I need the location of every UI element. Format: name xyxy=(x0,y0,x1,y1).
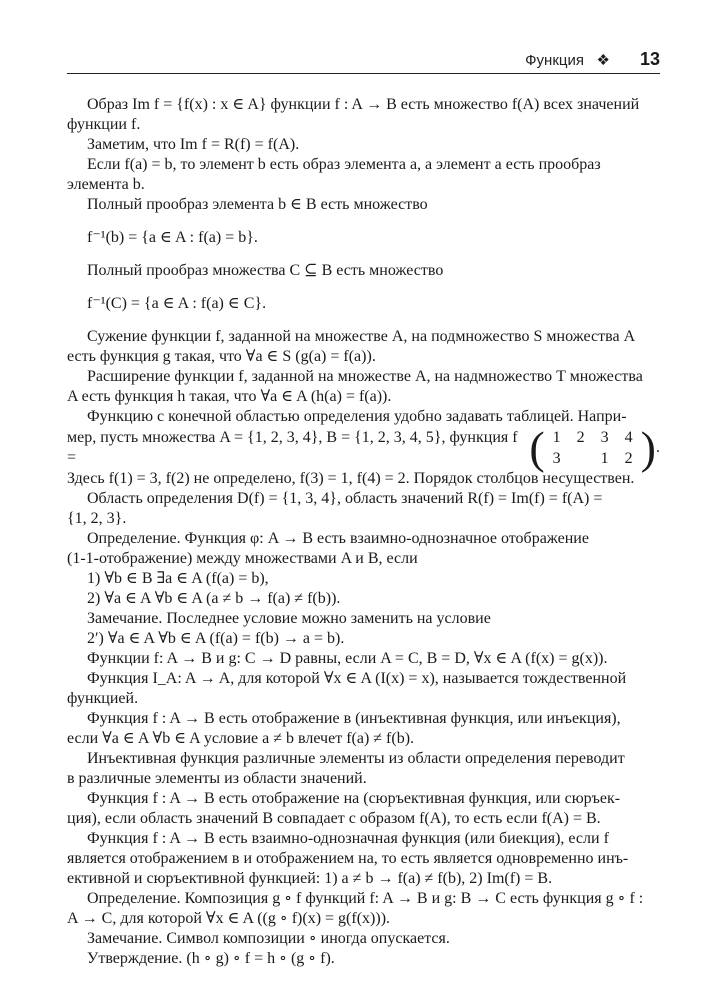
text-line: Область определения D(f) = {1, 3, 4}, область значений R(f) = Im(f) = f(A) = xyxy=(87,490,603,507)
text-line: Функция I_A: A → A, для которой ∀x ∈ A (I(x) = x), называется тождественной xyxy=(87,670,627,687)
matrix-line xyxy=(67,422,660,473)
page-number: 13 xyxy=(639,49,660,69)
condition-line: 1) ∀b ∈ B ∃a ∈ A (f(a) = b), xyxy=(87,570,269,587)
remark-line: Замечание. Последнее условие можно заменить на условие xyxy=(87,610,491,627)
left-paren: ( xyxy=(529,422,545,473)
right-paren: ) xyxy=(640,422,656,473)
table-cell: 3 xyxy=(600,429,609,446)
table-cell: 1 xyxy=(600,450,609,467)
text-line: Полный прообраз элемента b ∈ B есть множество xyxy=(87,196,428,213)
text-line: если ∀a ∈ A ∀b ∈ A условие a ≠ b влечет f(a) ≠ f(b). xyxy=(67,730,415,747)
condition-line: 2) ∀a ∈ A ∀b ∈ A (a ≠ b → f(a) ≠ f(b)). xyxy=(87,590,341,607)
text-line: элемента b. xyxy=(67,176,145,193)
table-cell: 2 xyxy=(576,429,585,446)
table-cell: 1 xyxy=(552,429,561,446)
text-line: Функция f : A → B есть взаимно-однозначная функция (или биекция), если f xyxy=(87,830,609,847)
text-line: Функция f : A → B есть отображение в (инъективная функция, или инъекция), xyxy=(87,710,621,727)
definition-line: Определение. Функция φ: A → B есть взаимно-однозначное отображение xyxy=(87,530,589,547)
table-cell xyxy=(569,448,593,469)
text-line: Сужение функции f, заданной на множестве A, на подмножество S множества A xyxy=(87,328,636,345)
statement-line: Утверждение. (h ∘ g) ∘ f = h ∘ (g ∘ f). xyxy=(87,950,335,967)
text-line: A есть функция h такая, что ∀a ∈ A (h(a) = f(a)). xyxy=(67,388,392,405)
matrix-period: . xyxy=(656,439,660,456)
text-line: Образ Im f = {f(x) : x ∈ A} функции f : A → B есть множество f(A) всех значений xyxy=(87,96,640,113)
text-line: Полный прообраз множества C ⊆ B есть множество xyxy=(87,262,444,279)
text-line: A → C, для которой ∀x ∈ A ((g ∘ f)(x) = g(f(x))). xyxy=(67,910,391,927)
table-cell: 4 xyxy=(624,429,633,446)
table-cell: 2 xyxy=(624,450,633,467)
text-line: Инъективная функция различные элементы из области определения переводит xyxy=(87,750,625,767)
text-line: есть функция g такая, что ∀a ∈ S (g(a) = f(a)). xyxy=(67,348,376,365)
function-table-grid xyxy=(545,427,641,469)
definition-line: Определение. Композиция g ∘ f функций f: A → B и g: B → C есть функция g ∘ f : xyxy=(87,890,644,907)
section-title: Функция xyxy=(525,52,584,69)
text-line: в различные элементы из области значений. xyxy=(67,770,367,787)
text-line: функцией. xyxy=(67,690,139,707)
text-line: {1, 2, 3}. xyxy=(67,510,127,527)
condition-line: 2′) ∀a ∈ A ∀b ∈ A (f(a) = f(b) → a = b). xyxy=(87,630,345,647)
page-body xyxy=(67,95,660,969)
text-line: мер, пусть множества A = {1, 2, 3, 4}, B = {1, 2, 3, 4, 5}, функция f = xyxy=(67,429,518,466)
text-line: Функцию с конечной областью определения удобно задавать таблицей. Напри- xyxy=(87,408,627,425)
text-line: функции f. xyxy=(67,116,141,133)
running-header xyxy=(67,48,660,74)
ornament-icon: ❖ xyxy=(596,53,610,69)
text-line: Функция f : A → B есть отображение на (сюръективная функция, или сюръек- xyxy=(87,790,621,807)
formula-preimage-element: f⁻¹(b) = {a ∈ A : f(a) = b}. xyxy=(87,229,258,246)
text-line: Функции f: A → B и g: C → D равны, если A = C, B = D, ∀x ∈ A (f(x) = g(x)). xyxy=(87,650,608,667)
text-line: Расширение функции f, заданной на множестве A, на надмножество T множества xyxy=(87,368,643,385)
text-line: является отображением в и отображением на, то есть является одновременно инъ- xyxy=(67,850,629,867)
header-rule xyxy=(67,73,660,74)
function-table xyxy=(529,422,660,473)
text-line: Здесь f(1) = 3, f(2) не определено, f(3) = 1, f(4) = 2. Порядок столбцов несуществен. xyxy=(67,470,635,487)
text-line: Заметим, что Im f = R(f) = f(A). xyxy=(87,136,300,153)
text-line: (1-1-отображение) между множествами A и B, если xyxy=(67,550,418,567)
text-line: ция), если область значений B совпадает с образом f(A), то есть если f(A) = B. xyxy=(67,810,601,827)
text-line: ективной и сюръективной функцией: 1) a ≠ b → f(a) ≠ f(b), 2) Im(f) = B. xyxy=(67,870,553,887)
table-cell: 3 xyxy=(552,450,561,467)
remark-line: Замечание. Символ композиции ∘ иногда опускается. xyxy=(87,930,450,947)
formula-preimage-set: f⁻¹(C) = {a ∈ A : f(a) ∈ C}. xyxy=(87,295,267,312)
text-line: Если f(a) = b, то элемент b есть образ элемента a, а элемент a есть прообраз xyxy=(87,156,601,173)
